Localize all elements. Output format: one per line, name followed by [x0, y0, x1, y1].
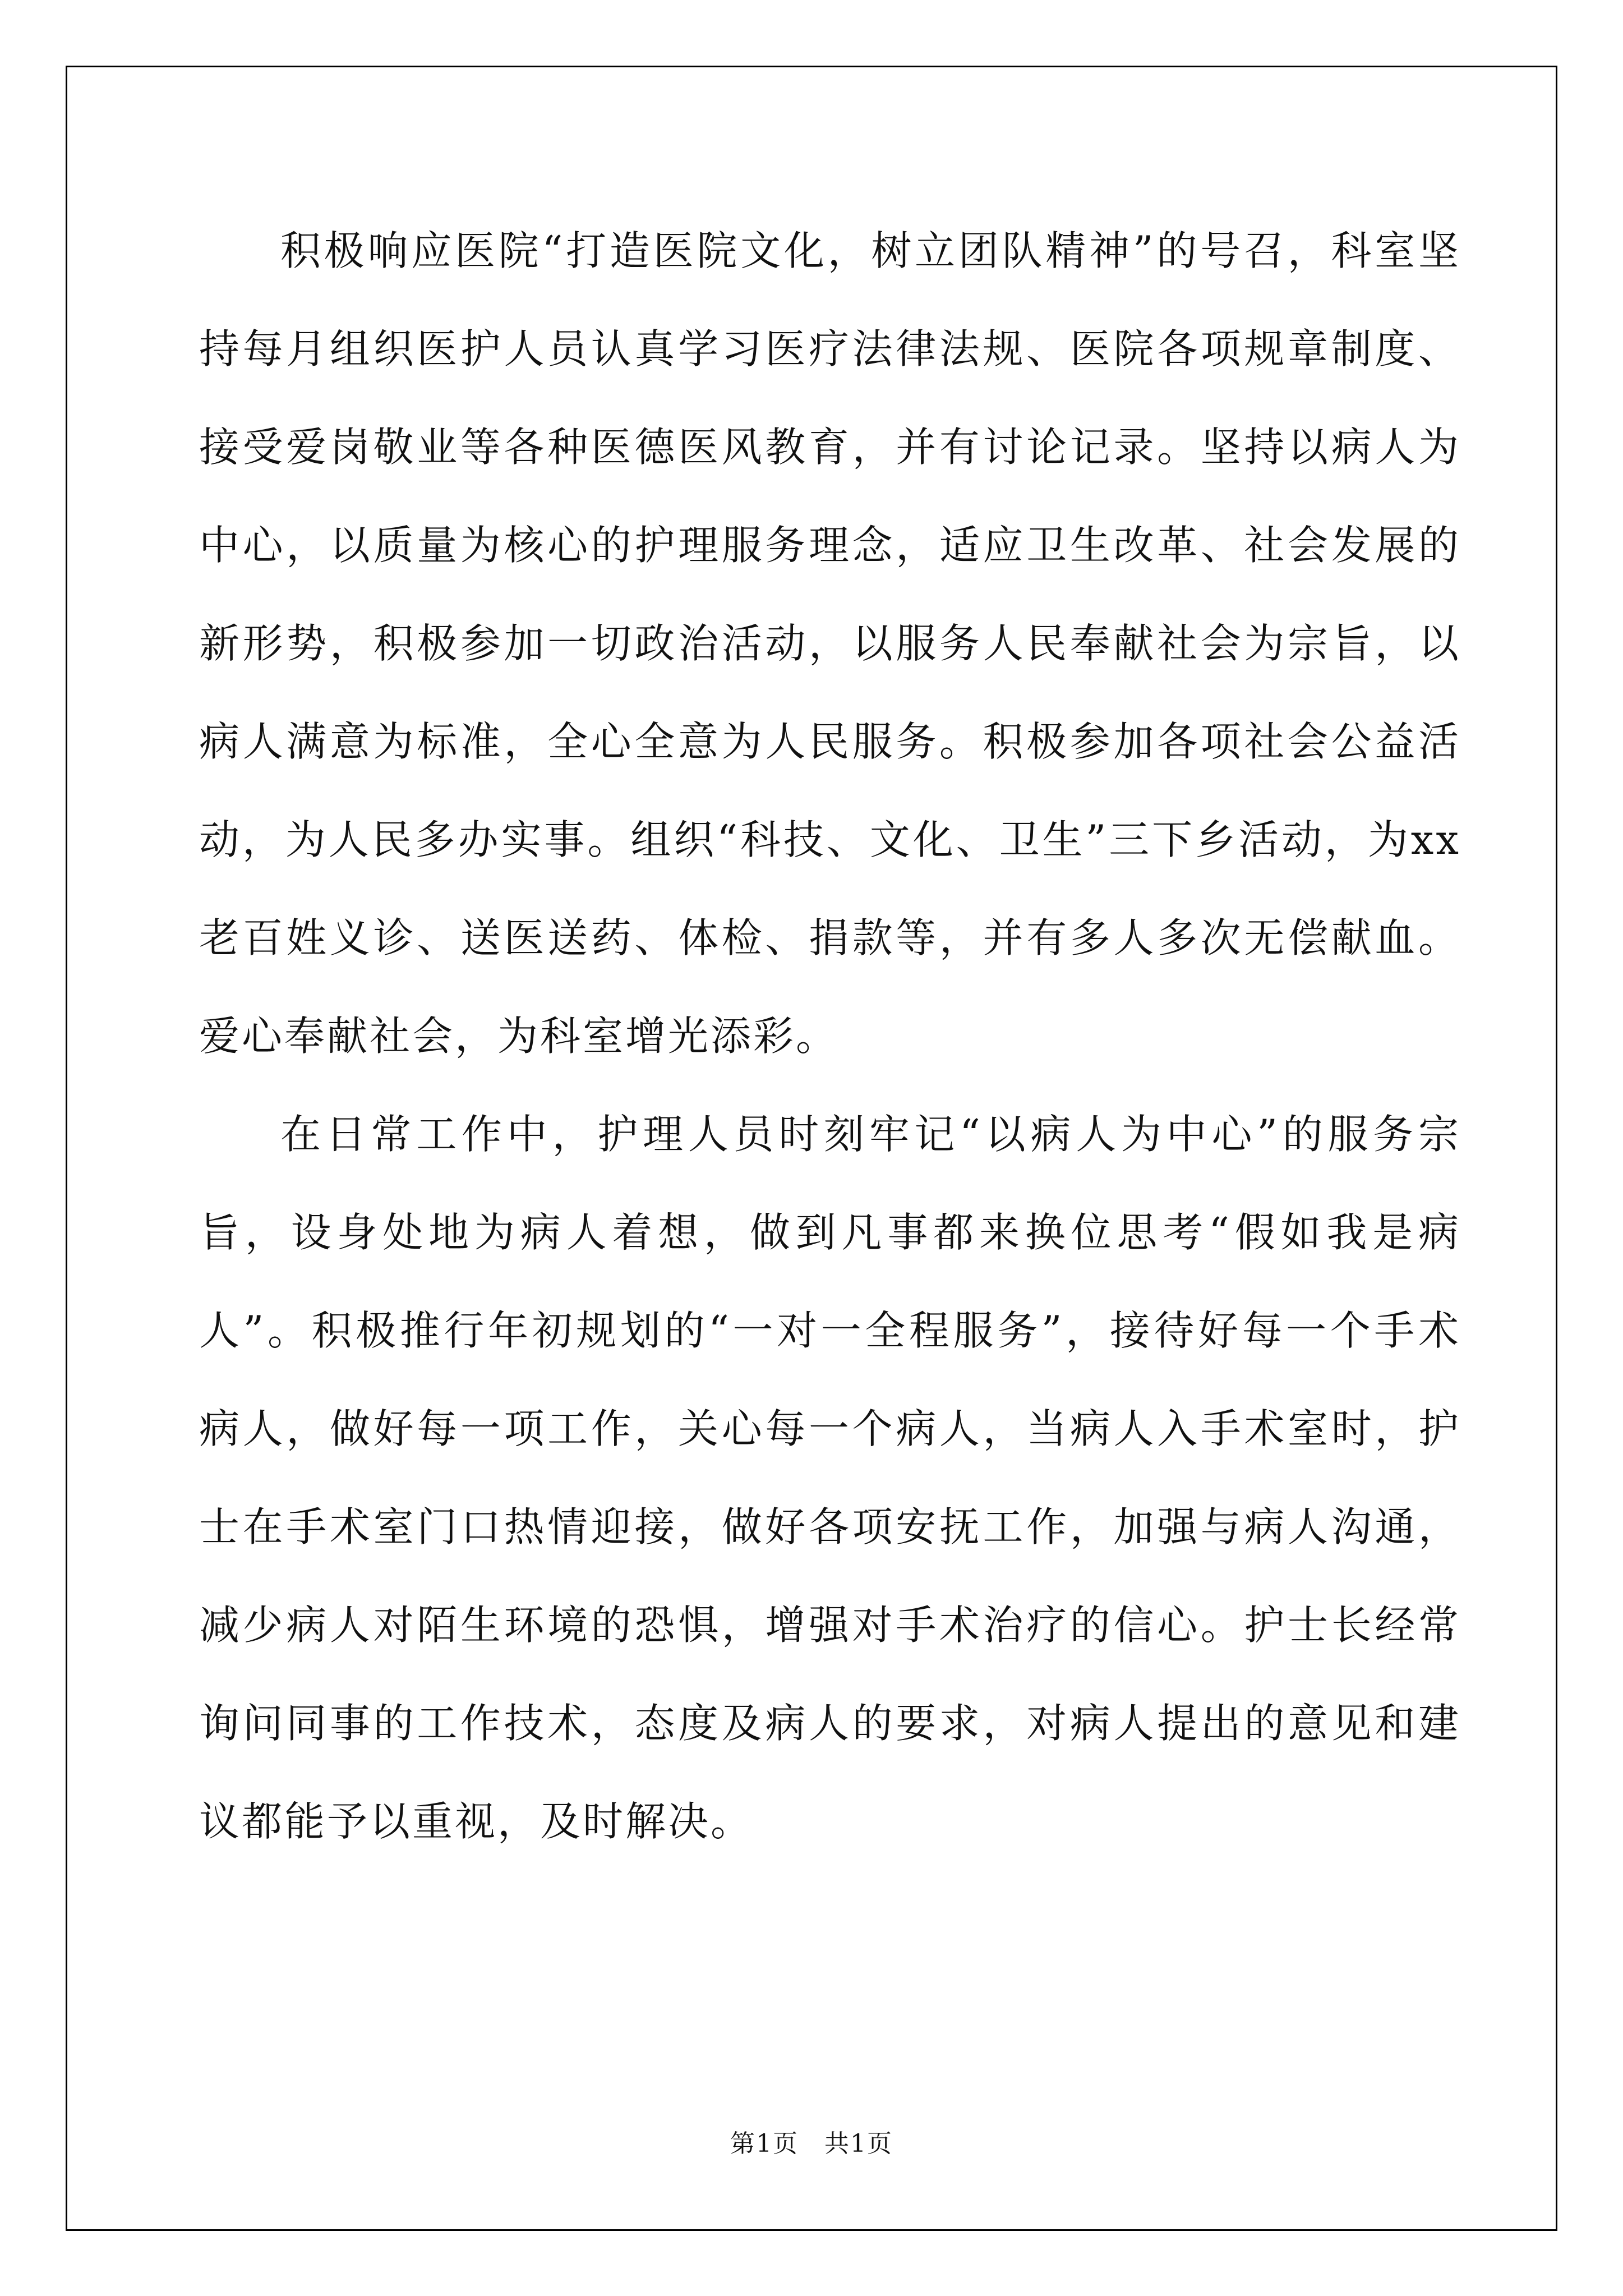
paragraph-2: 在日常工作中，护理人员时刻牢记“以病人为中心”的服务宗旨，设身处地为病人着想，做到凡事都来换位思考“假如我是病人”。积极推行年初规划的“一对一全程服务”，接待好每一个手术病人，做好每一项工作，关心每一个病人，当病人入手术室时，护士在手术室门口热情迎接，做好各项安抚工作，加强与病人沟通，减少病人对陌生环境的恐惧，增强对手术治疗的信心。护士长经常询问同事的工作技术，态度及病人的要求，对病人提出的意见和建议都能予以重视，及时解决。	[199, 1111, 1461, 1845]
paragraph-1: 积极响应医院“打造医院文化，树立团队精神”的号召，科室坚持每月组织医护人员认真学习医疗法律法规、医院各项规章制度、接受爱岗敬业等各种医德医风教育，并有讨论记录。坚持以病人为中心，以质量为核心的护理服务理念，适应卫生改革、社会发展的新形势，积极参加一切政治活动，以服务人民奉献社会为宗旨，以病人满意为标准，全心全意为人民服务。积极参加各项社会公益活动，为人民多办实事。组织“科技、文化、卫生”三下乡活动，为xx老百姓义诊、送医送药、体检、捐款等，并有多人多次无偿献血。爱心奉献社会，为科室增光添彩。	[199, 227, 1461, 1060]
document-body	[199, 202, 1461, 1871]
page-footer: 第1页 共1页	[730, 2129, 893, 2158]
